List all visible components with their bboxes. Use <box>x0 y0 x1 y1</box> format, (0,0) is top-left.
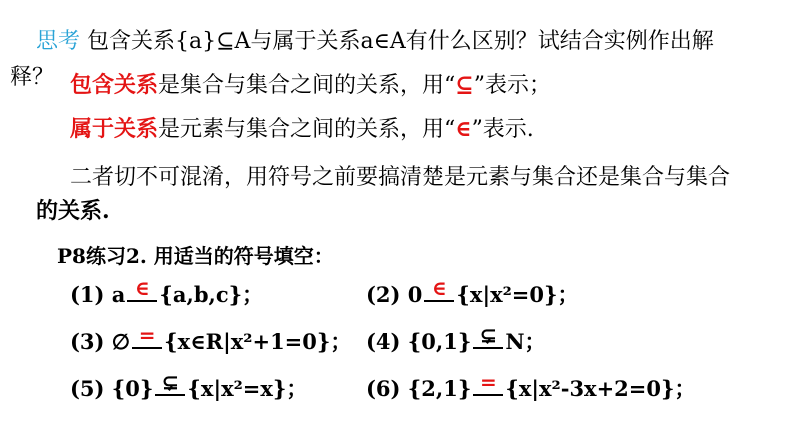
exercise-item-3 <box>70 325 351 356</box>
exercise-item-prefix: (5) {0} <box>70 376 154 401</box>
think-question-line2: 释？ <box>10 65 55 90</box>
answer-line1-term: 包含关系 <box>70 72 159 98</box>
exercise-item-suffix: {x|x²=x}； <box>187 376 308 401</box>
answer-line1 <box>70 68 551 99</box>
answer-blank[interactable] <box>473 325 503 349</box>
exercise-item-prefix: (6) {2,1} <box>366 376 472 401</box>
exercise-item-prefix: (1) a <box>70 282 126 307</box>
exercise-item-suffix: N； <box>505 329 546 354</box>
answer-line2-text: 是元素与集合之间的关系，用“ <box>158 117 456 142</box>
exercise-item-prefix: (3) ∅ <box>70 329 131 354</box>
answer-line3: 二者切不可混淆，用符号之前要搞清楚是元素与集合还是集合与集合 <box>70 165 731 190</box>
answer-line2-term: 属于关系 <box>70 116 159 142</box>
exercise-item-4 <box>366 325 546 356</box>
answer-blank[interactable] <box>424 278 454 302</box>
answer-blank[interactable] <box>155 372 185 396</box>
exercise-item-5 <box>70 372 307 403</box>
exercise-item-prefix: (2) 0 <box>366 282 423 307</box>
answer-symbol: = <box>138 323 156 347</box>
answer-blank[interactable] <box>132 325 162 349</box>
exercise-item-suffix: {x∈R|x²+1=0}； <box>164 329 352 354</box>
answer-line4: 的关系. <box>36 198 110 224</box>
think-question-line1 <box>36 24 714 55</box>
exercise-item-suffix: {x|x²-3x+2=0}； <box>505 376 696 401</box>
think-text-line1: 包含关系{a}⊆A与属于关系a∈A有什么区别？试结合实例作出解 <box>87 29 714 54</box>
answer-line2-symbol: ∈ <box>455 116 472 142</box>
exercise-item-2 <box>366 278 579 309</box>
answer-symbol: ∈ <box>432 276 447 300</box>
answer-line1-end: ”表示； <box>473 73 551 98</box>
answer-line1-text: 是集合与集合之间的关系，用“ <box>158 73 456 98</box>
exercise-item-prefix: (4) {0,1} <box>366 329 472 354</box>
answer-symbol: = <box>479 370 497 394</box>
answer-symbol: ⊊ <box>162 370 179 394</box>
think-label: 思考 <box>36 29 81 54</box>
answer-blank[interactable] <box>127 278 157 302</box>
exercise-item-suffix: {x|x²=0}； <box>456 282 579 307</box>
exercise-item-1 <box>70 278 263 309</box>
answer-blank[interactable] <box>473 372 503 396</box>
answer-line2-end: ”表示. <box>471 117 534 142</box>
exercise-item-6 <box>366 372 696 403</box>
answer-symbol: ∈ <box>135 276 150 300</box>
answer-line1-symbol: ⊆ <box>455 72 474 98</box>
exercise-item-suffix: {a,b,c}； <box>159 282 264 307</box>
answer-line2 <box>70 112 534 143</box>
exercise-title: P8练习2. 用适当的符号填空： <box>57 244 334 268</box>
answer-symbol: ⊊ <box>479 323 497 347</box>
